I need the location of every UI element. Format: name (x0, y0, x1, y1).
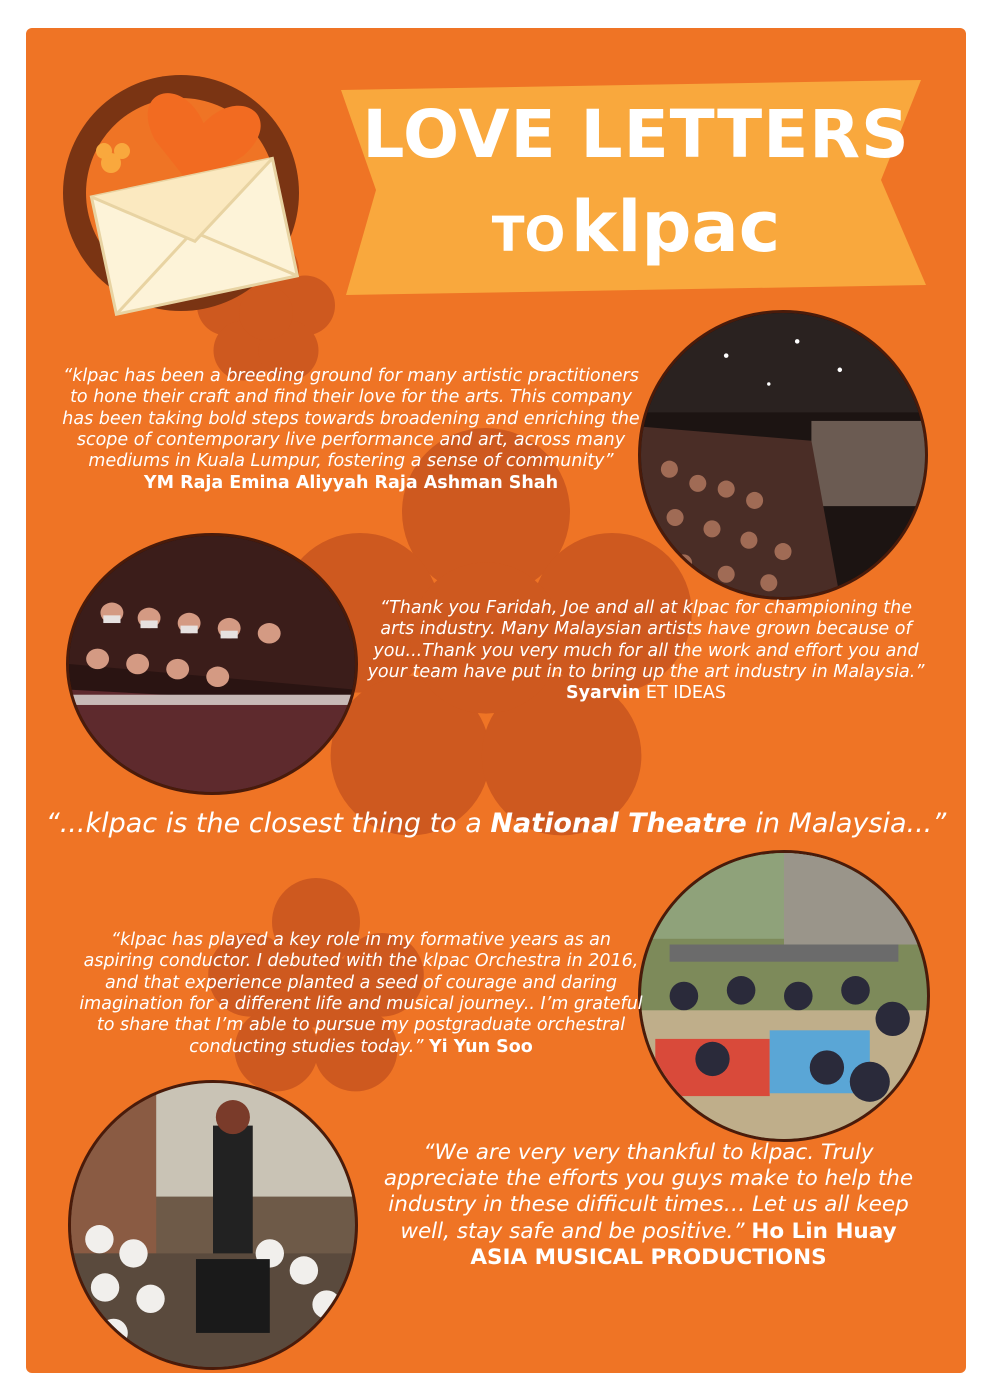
testimonial-4 (371, 1140, 926, 1271)
banner-to: TO (491, 207, 566, 263)
testimonial-1 (56, 366, 646, 494)
headline-quote (26, 808, 966, 839)
poster-panel (26, 28, 966, 1373)
testimonial-1-author: YM Raja Emina Aliyyah Raja Ashman Shah (143, 472, 559, 493)
audience-theatre-photo (638, 310, 928, 600)
outdoor-picnic-photo (638, 850, 930, 1142)
banner-title-line2 (356, 186, 916, 268)
testimonial-4-text: “We are very very thankful to klpac. Truly appreciate the efforts you guys make to help the industry in these difficult times… Let us all keep well, stay safe and be positive.” (383, 1140, 914, 1244)
testimonial-3-text: “klpac has played a key role in my formative years as an aspiring conductor. I debuted with the klpac Orchestra in 2016, and that experience planted a seed of courage and daring imagination for a different life and musical journey.. I’m grateful to share that I’m able to pursue my postgraduate orchestral conducting studies today.” (79, 930, 643, 1057)
testimonial-2-text: “Thank you Faridah, Joe and all at klpac for championing the arts industry. Many Malaysian artists have grown because of you...Thank you very much for all the work and effort you and your team have put in to bring up the art industry in Malaysia.” (367, 598, 925, 683)
testimonial-2 (361, 598, 931, 705)
students-performance-photo (68, 1080, 358, 1370)
headline-before: “...klpac is the closest thing to a (45, 808, 482, 839)
headline-after: in Malaysia...” (755, 808, 947, 839)
testimonial-1-text: “klpac has been a breeding ground for many artistic practitioners to hone their craft and find their love for the arts. This company has been taking bold steps towards broadening and enriching the scope of contemporary live performance and art, across many mediums in Kuala Lumpur, fostering a sense of community” (62, 366, 640, 472)
testimonial-3-author: Yi Yun Soo (429, 1036, 533, 1057)
audience-masked-photo (66, 533, 358, 795)
testimonial-4-org: ASIA MUSICAL PRODUCTIONS (470, 1244, 827, 1270)
banner-title-line1: LOVE LETTERS (362, 96, 910, 173)
testimonial-2-org: ET IDEAS (645, 683, 726, 704)
envelope-heart-icon (56, 63, 336, 323)
headline-emphasis: National Theatre (490, 808, 747, 839)
banner-brand: klpac (570, 186, 781, 268)
testimonial-3 (76, 930, 646, 1058)
testimonial-4-author: Ho Lin Huay (751, 1218, 897, 1244)
testimonial-2-author: Syarvin (566, 683, 641, 704)
